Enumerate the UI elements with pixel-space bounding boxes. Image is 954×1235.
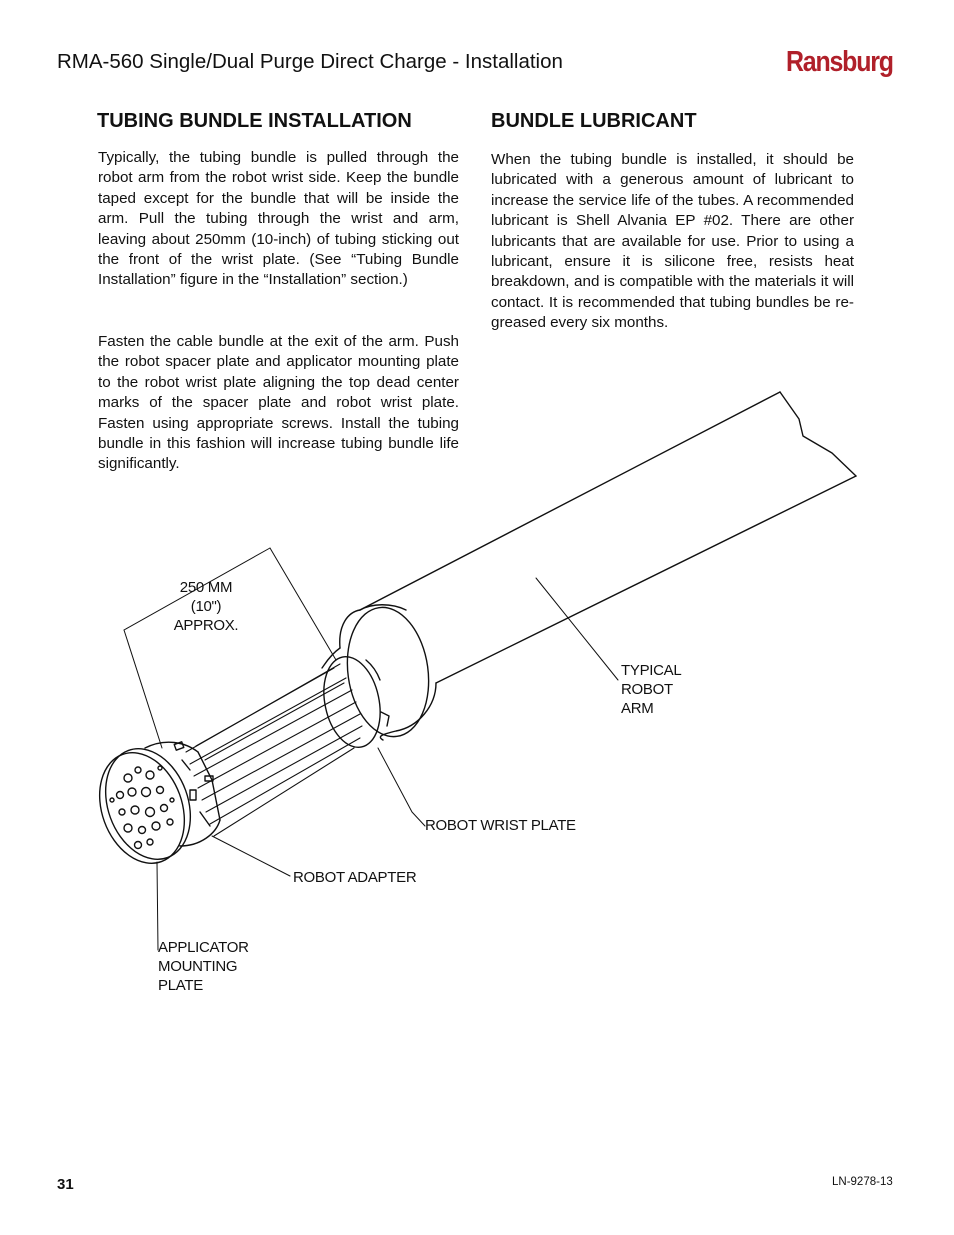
robot-wrist-housing-drawing [316,602,437,753]
applicator-mounting-plate-drawing [90,737,205,875]
tubing-bundle-installation-figure [90,385,870,1015]
tubing-bundle-paragraph-2: Fasten the cable bundle at the exit of the arm. Push the robot spacer plate and applicator mounting plate to the robot wrist plate aligning the top dead center marks of the spacer plate and robot wrist plate. Fasten using appropriate screws. Install the tubing bundle in this fashion will increase tubing bundle life significantly. [98,333,459,473]
typical-robot-arm-label: TYPICAL ROBOT ARM [621,662,682,717]
robot-wrist-plate-label: ROBOT WRIST PLATE [425,817,576,834]
tubing-bundle-drawing [186,664,362,836]
document-number: LN-9278-13 [832,1176,893,1188]
section-heading-tubing-bundle-installation: TUBING BUNDLE INSTALLATION [97,110,412,132]
robot-adapter-label: ROBOT ADAPTER [293,869,417,886]
ransburg-logo: Ransburg [786,46,893,78]
tubing-bundle-paragraph-1: Typically, the tubing bundle is pulled through the robot arm from the robot wrist side. Keep the bundle taped except for the bundle that will be inside the arm. Pull the tubing through the wrist and arm, leaving about 250mm (10-inch) of tubing sticking out the front of the wrist plate. (See “Tubing Bundle Installation” figure in the “Installation” section.) [98,149,459,289]
section-heading-bundle-lubricant: BUNDLE LUBRICANT [491,110,697,132]
applicator-mounting-plate-label: APPLICATOR MOUNTING PLATE [158,939,249,994]
robot-arm-drawing [360,392,856,683]
bundle-lubricant-paragraph: When the tubing bundle is installed, it should be lubricated with a generous amount of lubricant to increase the service life of the tubes. A recommended lubricant is Shell Alvania EP #02. There are other lubricants that are available for use. Prior to using a lubricant, ensure it is silicone free, resists heat breakdown, and is compatible with the materials it will contact. It is recommended that tubing bundles be re-greased every six months. [491,151,854,332]
dimension-250mm-label: 250 MM (10") APPROX. [173,579,239,634]
page-header-title: RMA-560 Single/Dual Purge Direct Charge - Installation [57,50,563,73]
page-number: 31 [57,1176,74,1193]
